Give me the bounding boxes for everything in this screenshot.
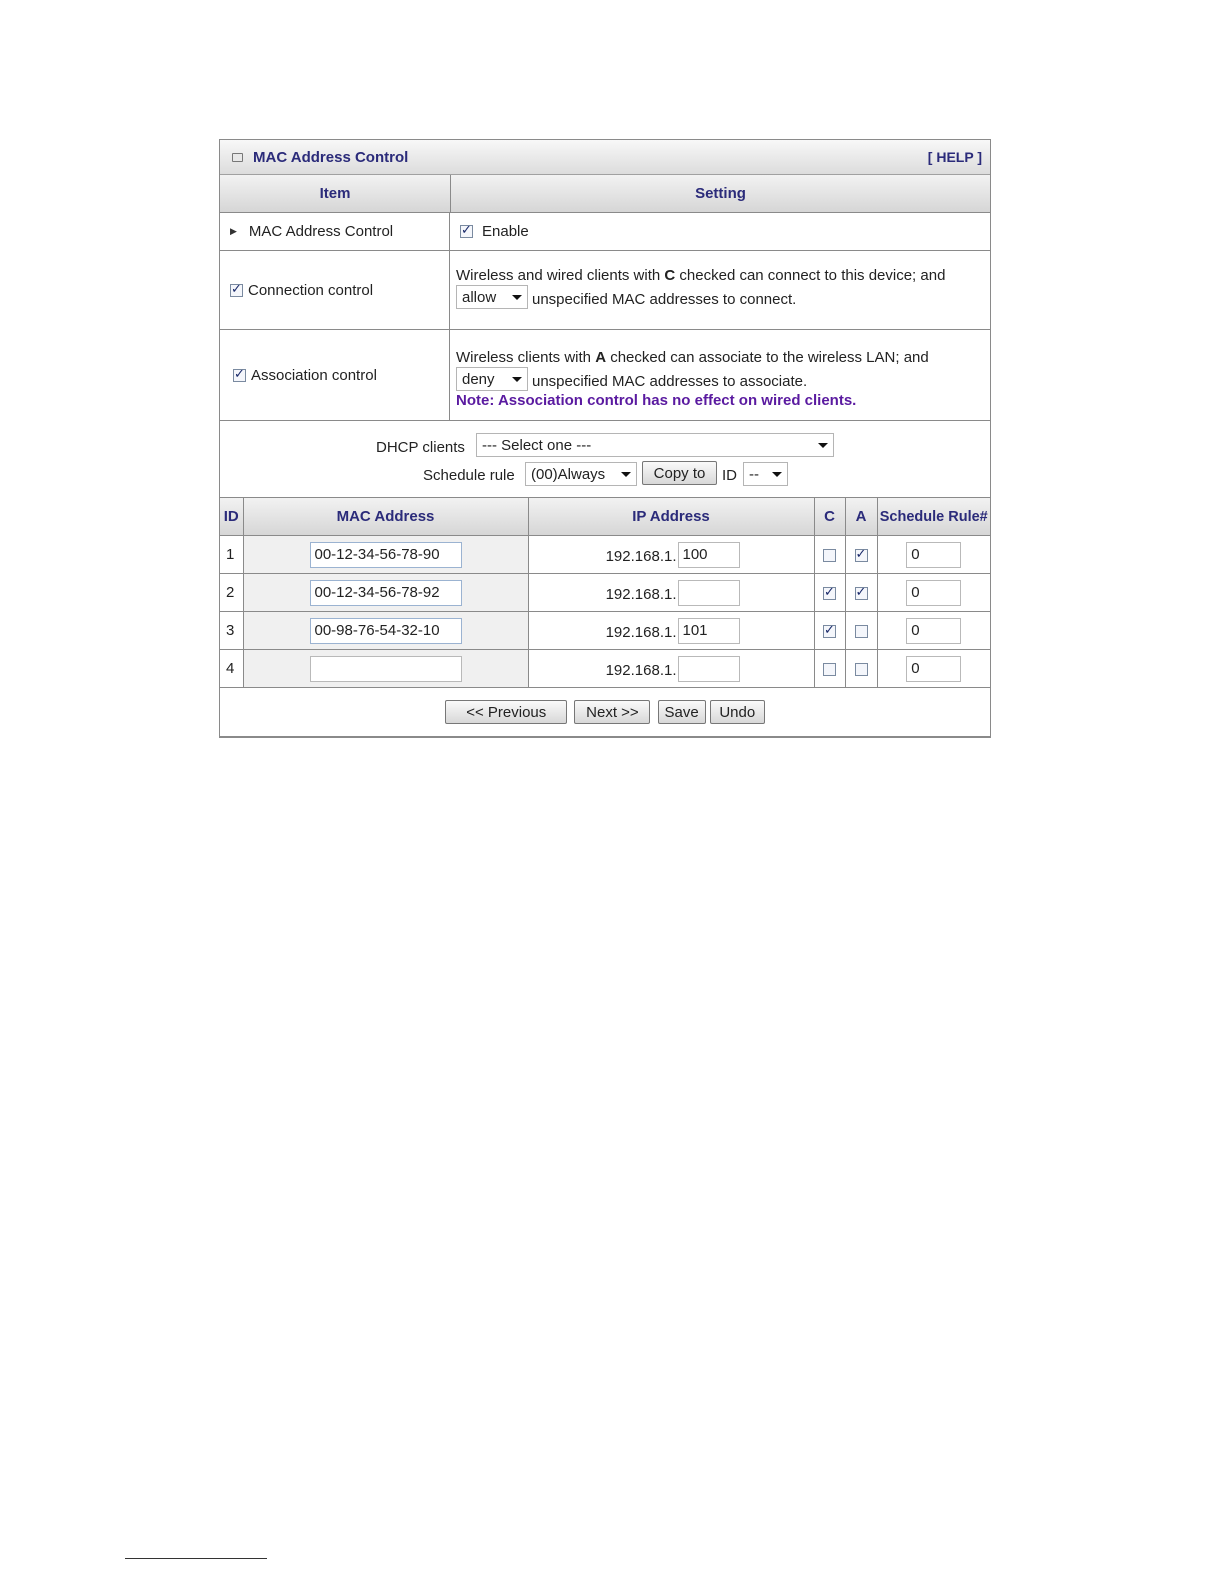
undo-button[interactable]: Undo xyxy=(710,700,765,724)
column-header-id: ID xyxy=(220,498,243,536)
connect-checkbox[interactable] xyxy=(823,625,836,638)
association-policy-select[interactable]: deny xyxy=(456,367,528,391)
ip-last-octet-input[interactable] xyxy=(678,656,740,682)
table-row xyxy=(220,574,990,612)
ip-prefix: 192.168.1. xyxy=(605,586,677,603)
enable-label: Enable xyxy=(482,223,529,240)
settings-header xyxy=(220,175,990,213)
column-header-ip: IP Address xyxy=(528,498,814,536)
association-control-row xyxy=(220,330,990,421)
table-row xyxy=(220,536,990,574)
schedule-rule-input[interactable]: 0 xyxy=(906,542,961,568)
help-link[interactable]: [ HELP ] xyxy=(927,149,982,165)
column-header-mac: MAC Address xyxy=(243,498,528,536)
association-control-checkbox[interactable] xyxy=(233,369,246,382)
footnote-rule xyxy=(125,1558,267,1559)
next-button[interactable]: Next >> xyxy=(574,700,650,724)
table-row xyxy=(220,612,990,650)
mac-address-control-panel xyxy=(219,139,991,738)
column-header-a: A xyxy=(845,498,877,536)
ip-prefix: 192.168.1. xyxy=(605,662,677,679)
dropdown-arrow-icon xyxy=(772,472,782,477)
schedule-rule-input[interactable]: 0 xyxy=(906,618,961,644)
associate-checkbox[interactable] xyxy=(855,549,868,562)
triangle-right-icon: ▶ xyxy=(230,226,237,236)
ip-prefix: 192.168.1. xyxy=(605,548,677,565)
associate-checkbox[interactable] xyxy=(855,663,868,676)
mac-address-table xyxy=(220,498,990,737)
id-label: ID xyxy=(722,467,737,484)
item-column-header: Item xyxy=(220,175,451,212)
connection-description: Wireless and wired clients with C checked can connect to this device; and xyxy=(456,267,946,284)
copy-id-select[interactable]: -- xyxy=(743,462,788,486)
associate-checkbox[interactable] xyxy=(855,625,868,638)
ip-last-octet-input[interactable]: 100 xyxy=(678,542,740,568)
mac-address-input[interactable]: 00-12-34-56-78-90 xyxy=(310,542,462,568)
enable-checkbox[interactable] xyxy=(460,225,473,238)
column-header-schedule-rule: Schedule Rule# xyxy=(877,498,990,536)
connection-control-row xyxy=(220,251,990,330)
save-button[interactable]: Save xyxy=(658,700,706,724)
connection-control-label: Connection control xyxy=(248,281,374,299)
row-id: 4 xyxy=(220,650,243,688)
setting-column-header: Setting xyxy=(695,185,746,202)
ip-last-octet-input[interactable]: 101 xyxy=(678,618,740,644)
dropdown-arrow-icon xyxy=(512,295,522,300)
ip-prefix: 192.168.1. xyxy=(605,624,677,641)
mac-rows-body xyxy=(220,536,990,688)
copy-to-button[interactable]: Copy to xyxy=(642,461,717,485)
connect-checkbox[interactable] xyxy=(823,587,836,600)
dropdown-arrow-icon xyxy=(512,377,522,382)
mac-address-input[interactable]: 00-98-76-54-32-10 xyxy=(310,618,462,644)
mac-control-row xyxy=(220,213,990,251)
association-description-2: unspecified MAC addresses to associate. xyxy=(532,372,808,390)
panel-square-icon xyxy=(232,153,243,162)
schedule-rule-label: Schedule rule xyxy=(423,467,515,484)
ip-last-octet-input[interactable] xyxy=(678,580,740,606)
dropdown-arrow-icon xyxy=(621,472,631,477)
association-note: Note: Association control has no effect on wired clients. xyxy=(456,392,857,409)
schedule-rule-input[interactable]: 0 xyxy=(906,656,961,682)
mac-address-input[interactable]: 00-12-34-56-78-92 xyxy=(310,580,462,606)
dhcp-clients-label: DHCP clients xyxy=(376,439,465,456)
table-header-row xyxy=(220,498,990,536)
connect-checkbox[interactable] xyxy=(823,549,836,562)
row-id: 1 xyxy=(220,536,243,574)
dhcp-schedule-row xyxy=(220,421,990,498)
connection-control-checkbox[interactable] xyxy=(230,284,243,297)
panel-title: MAC Address Control xyxy=(253,148,409,166)
schedule-rule-select[interactable]: (00)Always xyxy=(525,462,637,486)
dropdown-arrow-icon xyxy=(818,443,828,448)
table-footer-row xyxy=(220,688,990,737)
associate-checkbox[interactable] xyxy=(855,587,868,600)
association-description: Wireless clients with A checked can associate to the wireless LAN; and xyxy=(456,349,929,366)
connection-policy-select[interactable]: allow xyxy=(456,285,528,309)
mac-address-input[interactable] xyxy=(310,656,462,682)
connection-description-2: unspecified MAC addresses to connect. xyxy=(532,290,797,308)
connect-checkbox[interactable] xyxy=(823,663,836,676)
schedule-rule-input[interactable]: 0 xyxy=(906,580,961,606)
row-id: 2 xyxy=(220,574,243,612)
panel-titlebar xyxy=(220,140,990,175)
dhcp-clients-select[interactable]: --- Select one --- xyxy=(476,433,834,457)
previous-button[interactable]: << Previous xyxy=(445,700,567,724)
column-header-c: C xyxy=(814,498,845,536)
association-control-label: Association control xyxy=(251,366,377,384)
mac-control-label: MAC Address Control xyxy=(248,223,394,240)
row-id: 3 xyxy=(220,612,243,650)
table-row xyxy=(220,650,990,688)
